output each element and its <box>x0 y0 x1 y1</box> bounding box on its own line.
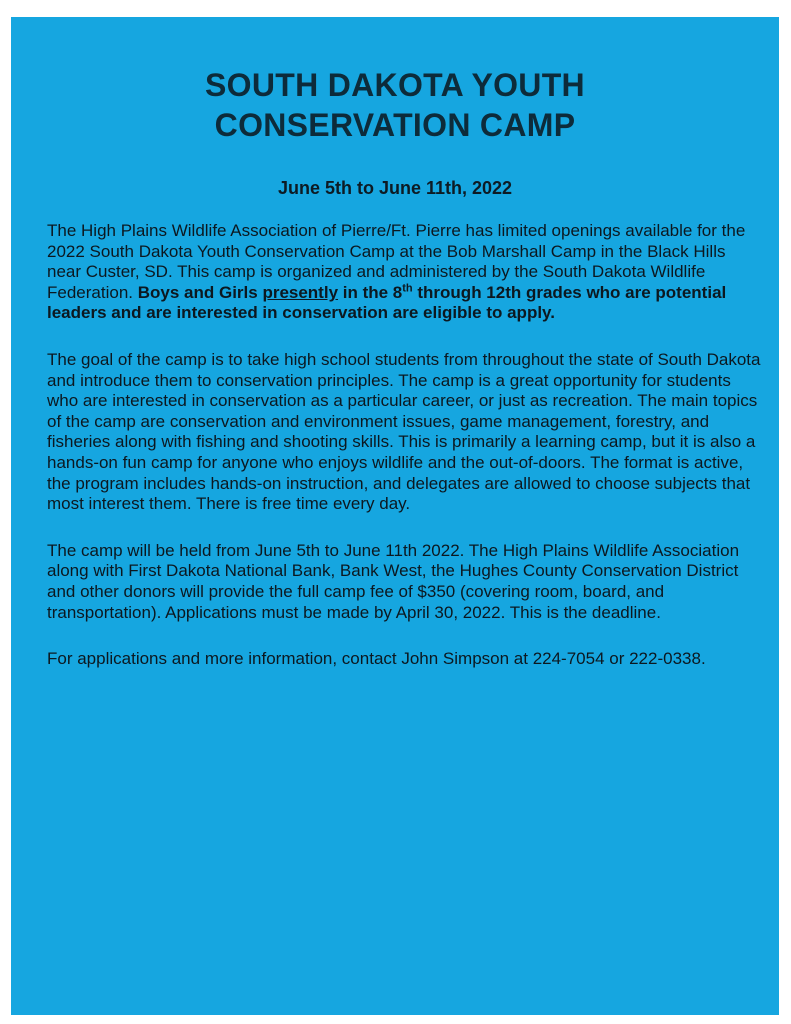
paragraph-camp-details: The camp will be held from June 5th to June 11th 2022. The High Plains Wildlife Association along with First Dakota National Bank, Bank West, the Hughes County Conservation District and other donors will provide the full camp fee of $350 (covering room, board, and transportation). Applications must be made by April 30, 2022. This is the deadline. <box>47 540 740 622</box>
flyer-page <box>11 17 779 1015</box>
eligibility-bold-a: Boys and Girls <box>137 282 263 302</box>
title-line-2: CONSERVATION CAMP <box>214 107 576 143</box>
eligibility-underlined: presently <box>262 282 339 302</box>
flyer-body <box>47 221 763 670</box>
camp-dates: June 5th to June 11th, 2022 <box>277 178 513 198</box>
title-line-1: SOUTH DAKOTA YOUTH <box>205 67 585 103</box>
flyer-title <box>11 65 779 145</box>
paragraph-contact: For applications and more information, contact John Simpson at 224-7054 or 222-0338. <box>47 649 706 669</box>
eligibility-intro: The High Plains Wildlife Association of Pierre/Ft. Pierre has limited openings available for the 2022 South Dakota Youth Conservation Camp at the Bob Marshall Camp in the Black Hills near Custer, SD. This camp is organized and administered by the South Dakota Wildlife Federation. <box>47 221 746 302</box>
paragraph-eligibility <box>47 221 763 324</box>
paragraph-camp-goal: The goal of the camp is to take high school students from throughout the state of South Dakota and introduce them to conservation principles. The camp is a great opportunity for students who are interested in conservation as a particular career, or just as recreation. The main topics of the camp are conservation and environment issues, game management, forestry, and fisheries along with fishing and shooting skills. This is primarily a learning camp, but it is also a hands-on fun camp for anyone who enjoys wildlife and the out-of-doors. The format is active, the program includes hands-on instruction, and delegates are allowed to choose subjects that most interest them. There is free time every day. <box>47 349 761 514</box>
eligibility-superscript: th <box>402 282 413 295</box>
eligibility-bold-c: through 12th grades who are potential leaders and are interested in conservation are eligible to apply. <box>47 282 727 323</box>
eligibility-bold-b: in the 8 <box>338 282 403 302</box>
